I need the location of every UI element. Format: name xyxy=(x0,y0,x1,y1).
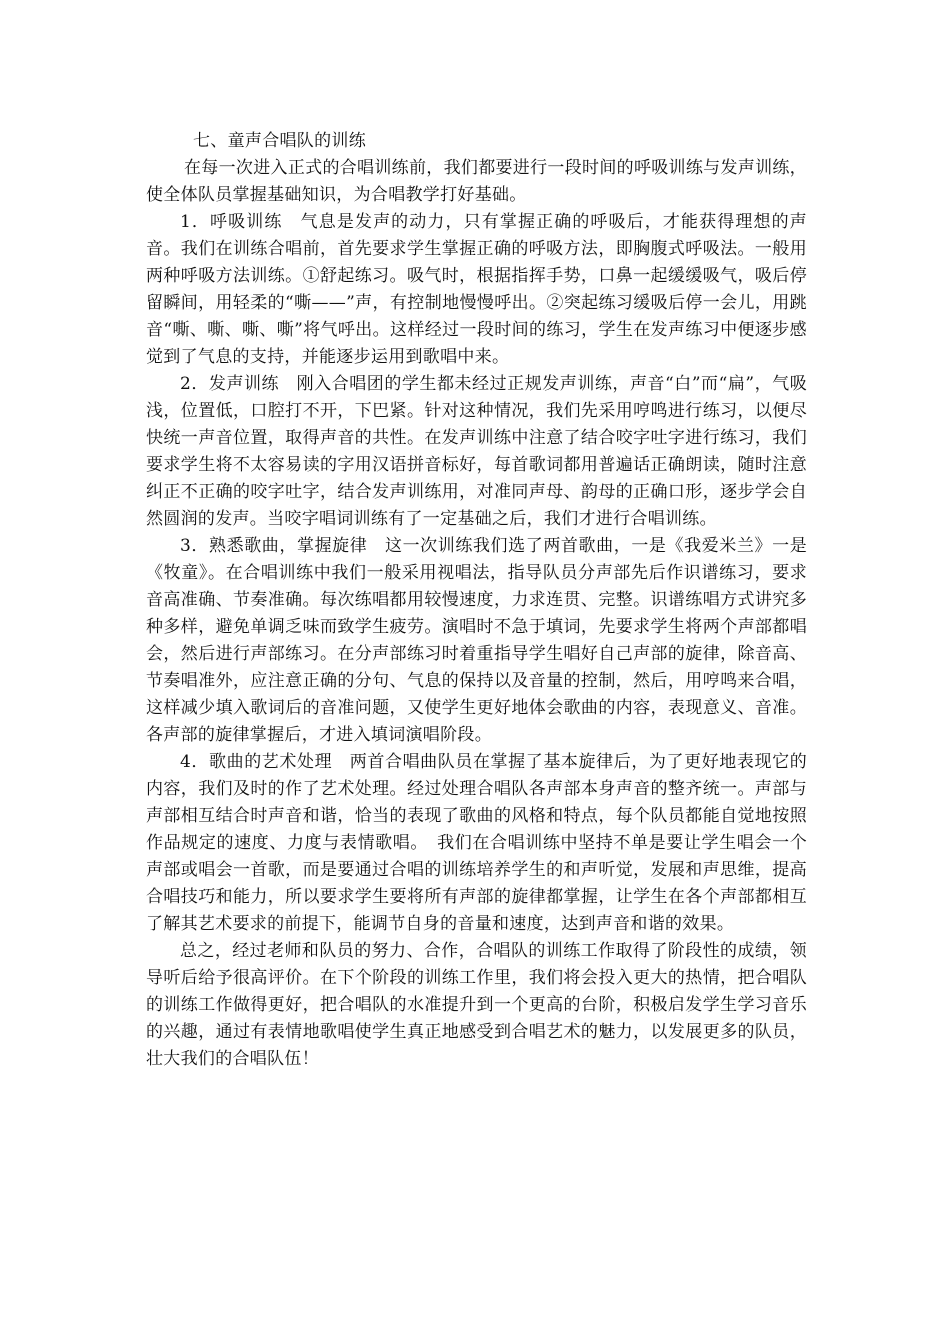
paragraph-vocal-training: 2．发声训练 刚入合唱团的学生都未经过正规发声训练，声音“白”而“扁”，气吸浅，位置低，口腔打不开，下巴紧。针对这种情况，我们先采用哼鸣进行练习，以便尽快统一声音位置，取得声音的共性。在发声训练中注意了结合咬字吐字进行练习，我们要求学生将不太容易读的字用汉语拼音标好，每首歌词都用普遍话正确朗读，随时注意纠正不正确的咬字吐字，结合发声训练用，对准同声母、韵母的正确口形，逐步学会自然圆润的发声。当咬字唱词训练有了一定基础之后，我们才进行合唱训练。 xyxy=(146,374,807,529)
paragraph-summary: 总之，经过老师和队员的努力、合作，合唱队的训练工作取得了阶段性的成绩，领导听后给予很高评价。在下个阶段的训练工作里，我们将会投入更大的热情，把合唱队的训练工作做得更好，把合唱队的水准提升到一个更高的台阶，积极启发学生学习音乐的兴趣，通过有表情地歌唱使学生真正地感受到合唱艺术的魅力，以发展更多的队员，壮大我们的合唱队伍！ xyxy=(146,941,807,1069)
section-heading: 七、童声合唱队的训练 xyxy=(193,131,366,151)
paragraph-melody-practice: 3．熟悉歌曲，掌握旋律 这一次训练我们选了两首歌曲，一是《我爱米兰》一是《牧童》。在合唱训练中我们一般采用视唱法，指导队员分声部先后作识谱练习，要求音高准确、节奏准确。每次练唱都用较慢速度，力求连贯、完整。识谱练唱方式讲究多种多样，避免单调乏味而致学生疲劳。演唱时不急于填词，先要求学生将两个声部都唱会，然后进行声部练习。在分声部练习时着重指导学生唱好自己声部的旋律，除音高、节奏唱准外，应注意正确的分句、气息的保持以及音量的控制，然后，用哼鸣来合唱，这样减少填入歌词后的音准问题，又使学生更好地体会歌曲的内容，表现意义、音准。各声部的旋律掌握后，才进入填词演唱阶段。 xyxy=(146,536,807,745)
paragraph-breathing-training: 1．呼吸训练 气息是发声的动力，只有掌握正确的呼吸后，才能获得理想的声音。我们在训练合唱前，首先要求学生掌握正确的呼吸方法，即胸腹式呼吸法。一般用两种呼吸方法训练。①舒起练习。吸气时，根据指挥手势，口鼻一起缓缓吸气，吸后停留瞬间，用轻柔的“嘶——”声，有控制地慢慢呼出。②突起练习缓吸后停一会儿，用跳音“嘶、嘶、嘶、嘶”将气呼出。这样经过一段时间的练习，学生在发声练习中便逐步感觉到了气息的支持，并能逐步运用到歌唱中来。 xyxy=(146,212,807,367)
paragraph-intro: 在每一次进入正式的合唱训练前，我们都要进行一段时间的呼吸训练与发声训练，使全体队员掌握基础知识，为合唱教学打好基础。 xyxy=(146,158,807,205)
document-page xyxy=(146,128,807,1073)
paragraph-artistic-treatment: 4．歌曲的艺术处理 两首合唱曲队员在掌握了基本旋律后，为了更好地表现它的内容，我们及时的作了艺术处理。经过处理合唱队各声部本身声音的整齐统一。声部与声部相互结合时声音和谐，恰当的表现了歌曲的风格和特点，每个队员都能自觉地按照作品规定的速度、力度与表情歌唱。 我们在合唱训练中坚持不单是要让学生唱会一个声部或唱会一首歌，而是要通过合唱的训练培养学生的和声听觉，发展和声思维，提高合唱技巧和能力，所以要求学生要将所有声部的旋律都掌握，让学生在各个声部都相互了解其艺术要求的前提下，能调节自身的音量和速度，达到声音和谐的效果。 xyxy=(146,752,807,934)
